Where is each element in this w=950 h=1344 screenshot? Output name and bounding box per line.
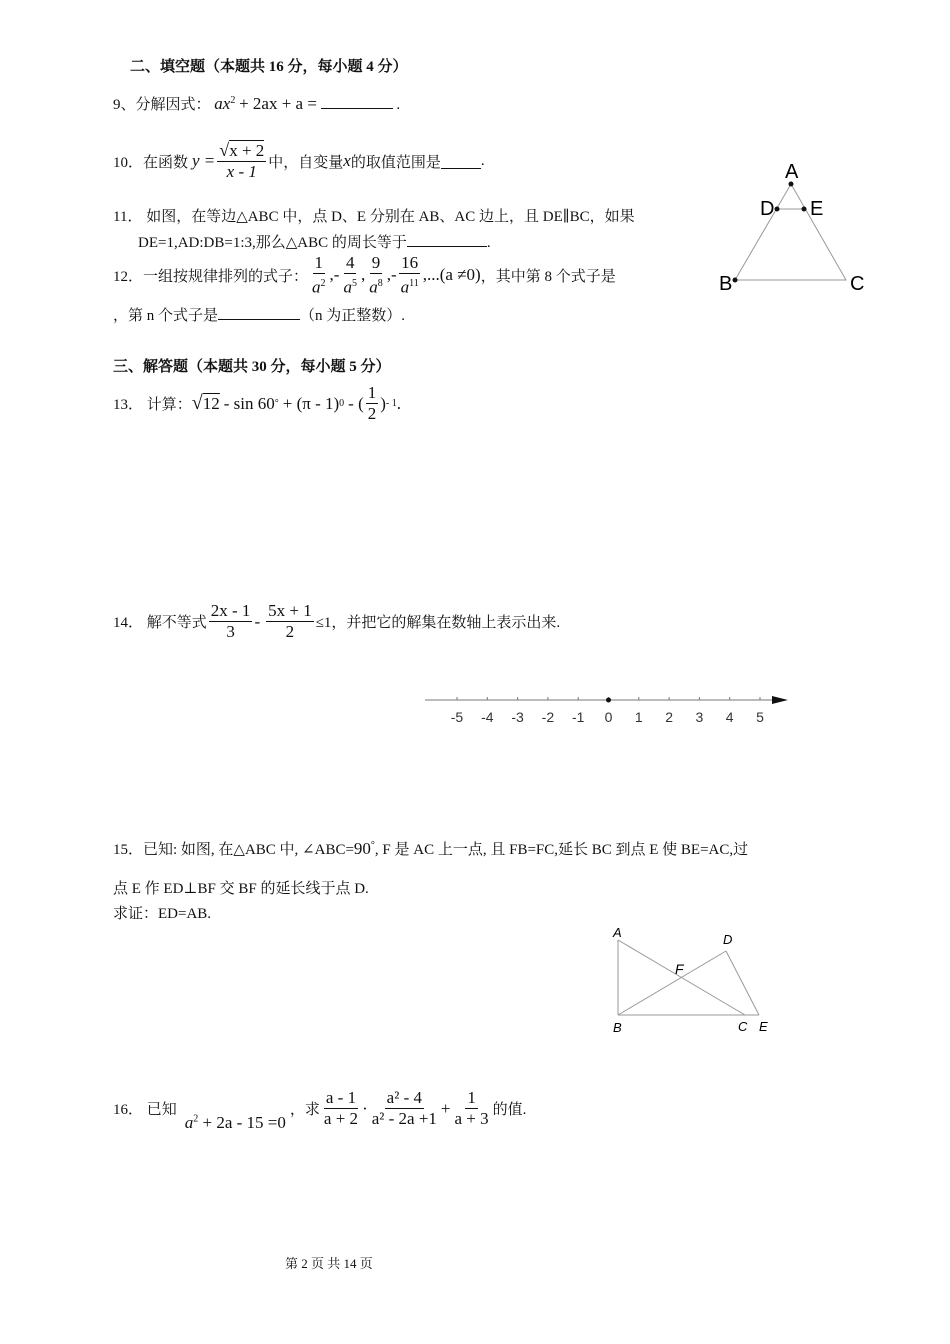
vertex-e-label: E: [810, 198, 824, 220]
number-line-label: 4: [725, 709, 734, 725]
section-3-heading: 三、解答题（本题共 30 分，每小题 5 分）: [113, 359, 391, 375]
number-line-label: 5: [756, 709, 764, 725]
number-line-label: 0: [604, 709, 613, 725]
number-line-arrow: [772, 696, 788, 704]
question-14: 14． 解不等式 $\frac{2x - 1}{3}$ - $\frac{5x + 1}{2}$ ≤1，并把它的解集在数轴上表示出来.: [113, 601, 561, 641]
question-10: 10．在函数 y = $\frac{√x + 2}{x - 1}$ 中，自变量 x 的取值范围是 .: [113, 140, 485, 181]
question-15-line3: 求证：ED=AB.: [113, 906, 212, 922]
vertex-c-label: C: [850, 273, 865, 295]
point-b-label: B: [613, 1020, 622, 1035]
page-footer: 第 2 页 共 14 页: [285, 1256, 373, 1271]
question-15-line2: 点 E 作 ED⊥BF 交 BF 的延长线于点 D.: [113, 881, 369, 897]
triangle-figure: [715, 160, 865, 295]
answer-blank[interactable]: [441, 154, 481, 169]
question-13: 13． 计算： √ 12 - sin 60 ° + (π - 1) 0 - ( $\frac{1}{2}$ ) - 1 .: [113, 383, 401, 423]
number-line-label: -3: [511, 709, 524, 725]
number-line-label: 2: [665, 709, 673, 725]
vertex-a-label: A: [785, 161, 799, 183]
number-line-label: 3: [695, 709, 704, 725]
question-12-line2: ，第 n 个式子是 （n 为正整数）.: [113, 304, 405, 325]
answer-blank[interactable]: [321, 94, 393, 109]
question-9: 9、分解因式： $ax^2 + 2ax + a$ = .: [113, 94, 401, 113]
point-d-label: D: [723, 932, 733, 947]
point-e-label: E: [759, 1019, 768, 1034]
number-line-label: -1: [571, 709, 585, 725]
origin-point: [606, 698, 611, 703]
question-11-line2: DE=1,AD:DB=1:3,那么△ABC 的周长等于 .: [138, 231, 491, 252]
geometry-figure: [605, 922, 780, 1042]
number-line-label: -4: [481, 709, 494, 725]
answer-blank[interactable]: [218, 305, 300, 320]
answer-blank[interactable]: [407, 232, 487, 247]
fraction: $\frac{√x + 2}{x - 1}$: [219, 140, 265, 181]
point-f-label: F: [675, 961, 684, 977]
question-16: 16． 已知 $a^2 + 2a - 15 =0$ ，求 $\frac{a - 1}{a + 2}$ · $\frac{\text{a² - 4}}{\text{a² - 2a +1}}$ + $\frac{1}{a + 3}$ 的值.: [113, 1088, 527, 1132]
point-c-label: C: [738, 1019, 748, 1034]
section-2-heading: 二、填空题（本题共 16 分，每小题 4 分）: [130, 59, 408, 75]
number-line-label: -5: [450, 709, 464, 725]
number-line-label: 1: [634, 709, 643, 725]
question-15-line1: 15．已知: 如图, 在△ABC 中, ∠ABC=90°, F 是 AC 上一点, 且 FB=FC,延长 BC 到点 E 使 BE=AC,过: [113, 839, 749, 858]
vertex-b-label: B: [719, 273, 733, 295]
question-11-line1: 11． 如图，在等边△ABC 中，点 D、E 分别在 AB、AC 边上，且 DE∥BC，如果: [113, 209, 635, 225]
vertex-d-label: D: [760, 198, 775, 220]
number-line-label: -2: [541, 709, 555, 725]
number-line: [420, 688, 800, 728]
question-12: 12．一组按规律排列的式子： $\frac{1}{a^2}$ , - $\frac{4}{a^5}$ , $\frac{9}{a^8}$ , - $\frac{16}{a^{11}}$ ,...(a ≠0) ，其中第 8 个式子是: [113, 253, 616, 297]
point-a-label: A: [613, 925, 622, 940]
